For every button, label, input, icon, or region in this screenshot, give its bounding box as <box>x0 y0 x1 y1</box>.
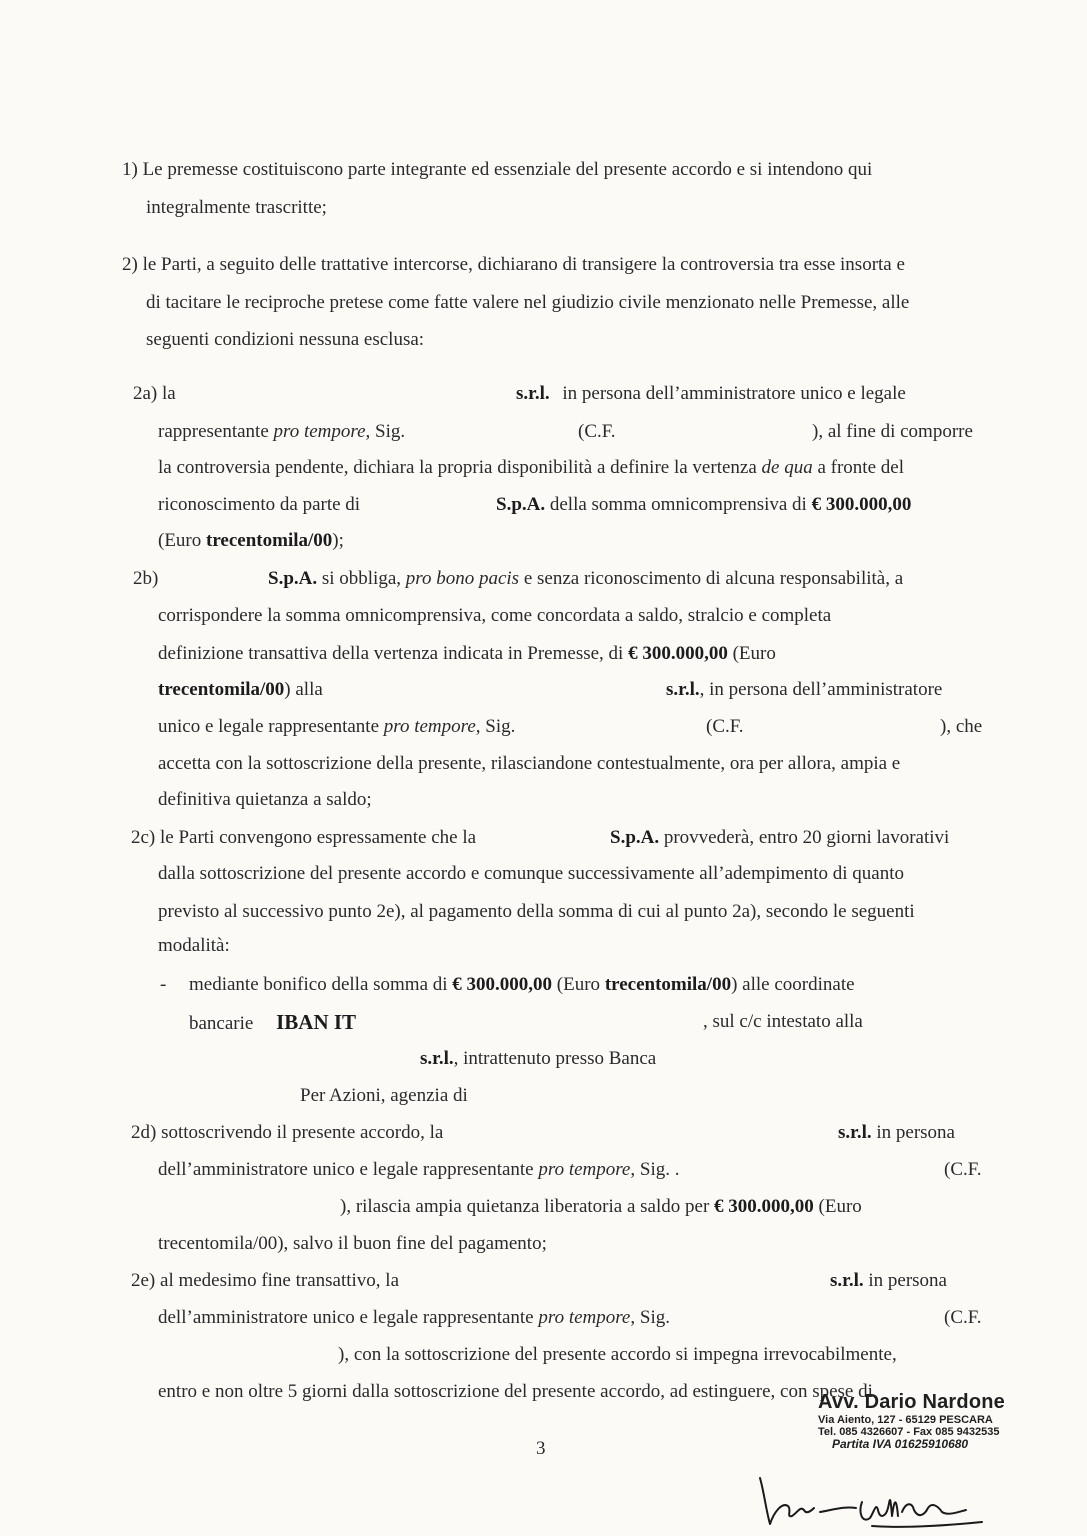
clause-2c-line-2: dalla sottoscrizione del presente accordo e comunque successivamente all’adempimento di quanto <box>158 863 905 884</box>
handwritten-signature <box>752 1472 992 1532</box>
company-spa: S.p.A. <box>496 494 546 515</box>
clause-2b-line-3 <box>158 642 776 666</box>
clause-2a-number: 2a) la <box>133 383 176 404</box>
bullet-line-2a <box>189 1010 356 1036</box>
clause-2c-line-4: modalità: <box>158 935 230 956</box>
bullet-line-4: Per Azioni, agenzia di <box>300 1085 468 1106</box>
text: (Euro <box>818 1196 862 1217</box>
text: , Sig. . <box>630 1159 680 1180</box>
amount: € 300.000,00 <box>628 643 728 664</box>
lawyer-stamp <box>818 1392 1005 1451</box>
text: , Sig. <box>475 716 516 737</box>
bullet-line-2b: , sul c/c intestato alla <box>703 1011 863 1032</box>
clause-2b-line-2: corrispondere la somma omnicomprensiva, come concordata a saldo, stralcio e completa <box>158 605 832 626</box>
stamp-vat: Partita IVA 01625910680 <box>832 1437 969 1452</box>
clause-2a-line-2c: ), al fine di comporre <box>812 421 973 442</box>
bullet-dash: - <box>160 974 167 995</box>
text: (Euro <box>556 974 601 995</box>
bullet-line-1 <box>189 973 855 997</box>
company-spa: S.p.A. <box>610 827 660 848</box>
latin-phrase: pro tempore <box>538 1159 631 1180</box>
amount-words: trecentomila/00 <box>206 530 333 551</box>
page-number: 3 <box>536 1438 546 1459</box>
clause-2a-line-2a <box>158 420 405 444</box>
amount: € 300.000,00 <box>452 974 553 995</box>
clause-2e-line-2b: (C.F. <box>944 1307 982 1328</box>
text: si obbliga, <box>321 568 402 589</box>
text: (Euro <box>158 530 202 551</box>
text: ) alla <box>284 679 323 700</box>
bullet-line-3 <box>420 1047 656 1071</box>
clause-2c-line-1a: 2c) le Parti convengono espressamente che la <box>131 827 477 848</box>
clause-2d-line-3 <box>340 1195 862 1219</box>
text: ); <box>332 530 344 551</box>
clause-2b-line-1 <box>268 567 903 591</box>
text: definizione transattiva della vertenza indicata in Premesse, di <box>158 643 624 664</box>
latin-phrase: pro bono pacis <box>405 568 520 589</box>
text: , intrattenuto presso Banca <box>453 1048 657 1069</box>
company-spa: S.p.A. <box>268 568 318 589</box>
text: la controversia pendente, dichiara la propria disponibilità a definire la vertenza <box>158 457 757 478</box>
stamp-phone: Tel. 085 4326607 - Fax 085 9432535 <box>818 1425 1000 1438</box>
clause-2d-line-4: trecentomila/00), salvo il buon fine del pagamento; <box>158 1233 547 1254</box>
text: , in persona dell’amministratore <box>699 679 943 700</box>
clause-2d-line-1a: 2d) sottoscrivendo il presente accordo, la <box>131 1122 444 1143</box>
clause-2b-number: 2b) <box>133 568 159 589</box>
latin-phrase: pro tempore <box>273 421 366 442</box>
stamp-address: Via Aiento, 127 - 65129 PESCARA <box>818 1414 993 1426</box>
clause-2b-line-7: definitiva quietanza a saldo; <box>158 789 372 810</box>
clause-2e-line-4: entro e non oltre 5 giorni dalla sottoscrizione del presente accordo, ad estinguere, con spese di <box>158 1381 873 1402</box>
text: , Sig. <box>365 421 406 442</box>
latin-phrase: pro tempore <box>538 1307 631 1328</box>
clause-2-line-2: di tacitare le reciproche pretese come fatte valere nel giudizio civile menzionato nelle Premesse, alle <box>146 292 910 313</box>
clause-2-line-3: seguenti condizioni nessuna esclusa: <box>146 329 425 350</box>
clause-2e-line-3: ), con la sottoscrizione del presente accordo si impegna irrevocabilmente, <box>338 1344 897 1365</box>
company-srl: s.r.l. <box>666 679 700 700</box>
clause-2d-line-1b <box>838 1121 955 1145</box>
text: della somma omnicomprensiva di <box>549 494 807 515</box>
text: dell’amministratore unico e legale rappresentante <box>158 1307 534 1328</box>
clause-2b-line-5c: ), che <box>940 716 983 737</box>
clause-1-line-1: 1) Le premesse costituiscono parte integrante ed essenziale del presente accordo e si intendono qui <box>122 159 873 180</box>
clause-2c-line-3: previsto al successivo punto 2e), al pagamento della somma di cui al punto 2a), secondo le seguenti <box>158 901 915 922</box>
latin-phrase: de qua <box>761 457 813 478</box>
clause-2d-line-2b: (C.F. <box>944 1159 982 1180</box>
amount-words: trecentomila/00 <box>158 679 285 700</box>
clause-2b-line-5a <box>158 715 515 739</box>
company-srl: s.r.l. <box>838 1122 872 1143</box>
clause-2a-line-4b <box>496 493 911 517</box>
text: , Sig. <box>630 1307 670 1328</box>
text: bancarie <box>189 1013 254 1034</box>
text: provvederà, entro 20 giorni lavorativi <box>663 827 950 848</box>
clause-2a-line-5 <box>158 529 344 553</box>
clause-2c-line-1b <box>610 826 949 850</box>
clause-2e-line-1a: 2e) al medesimo fine transattivo, la <box>131 1270 400 1291</box>
clause-2b-line-6: accetta con la sottoscrizione della presente, rilasciandone contestualmente, ora per allora, ampia e <box>158 753 901 774</box>
text: ), rilascia ampia quietanza liberatoria a saldo per <box>340 1196 710 1217</box>
clause-2a-line-4a: riconoscimento da parte di <box>158 494 361 515</box>
text: in persona <box>876 1122 955 1143</box>
clause-2a-line-3 <box>158 456 904 480</box>
clause-2-line-1: 2) le Parti, a seguito delle trattative intercorse, dichiarano di transigere la controversia tra esse insorta e <box>122 254 905 275</box>
company-srl: s.r.l. <box>830 1270 864 1291</box>
text: (Euro <box>732 643 776 664</box>
text: dell’amministratore unico e legale rappresentante <box>158 1159 534 1180</box>
company-srl: s.r.l. <box>516 383 550 404</box>
text: rappresentante <box>158 421 269 442</box>
text: unico e legale rappresentante <box>158 716 380 737</box>
clause-2b-line-4a <box>158 678 323 702</box>
text: in persona <box>868 1270 947 1291</box>
amount: € 300.000,00 <box>714 1196 814 1217</box>
amount-words: trecentomila/00 <box>604 974 732 995</box>
clause-2d-line-2a <box>158 1158 679 1182</box>
company-srl: s.r.l. <box>420 1048 454 1069</box>
text: e senza riconoscimento di alcuna responsabilità, a <box>523 568 904 589</box>
clause-2b-line-4b <box>666 678 942 702</box>
latin-phrase: pro tempore <box>383 716 476 737</box>
clause-2a-line-1 <box>516 382 906 406</box>
clause-2e-line-1b <box>830 1269 947 1293</box>
iban-label: IBAN IT <box>276 1010 357 1034</box>
text: ) alle coordinate <box>731 974 855 995</box>
text: mediante bonifico della somma di <box>189 974 448 995</box>
stamp-name: Avv. Dario Nardone <box>818 1391 1005 1413</box>
text: in persona dell’amministratore unico e legale <box>562 383 906 404</box>
amount: € 300.000,00 <box>811 494 912 515</box>
text: a fronte del <box>817 457 904 478</box>
clause-2b-line-5b: (C.F. <box>706 716 744 737</box>
clause-1-line-2: integralmente trascritte; <box>146 197 327 218</box>
clause-2e-line-2a <box>158 1306 670 1330</box>
clause-2a-line-2b: (C.F. <box>578 421 616 442</box>
